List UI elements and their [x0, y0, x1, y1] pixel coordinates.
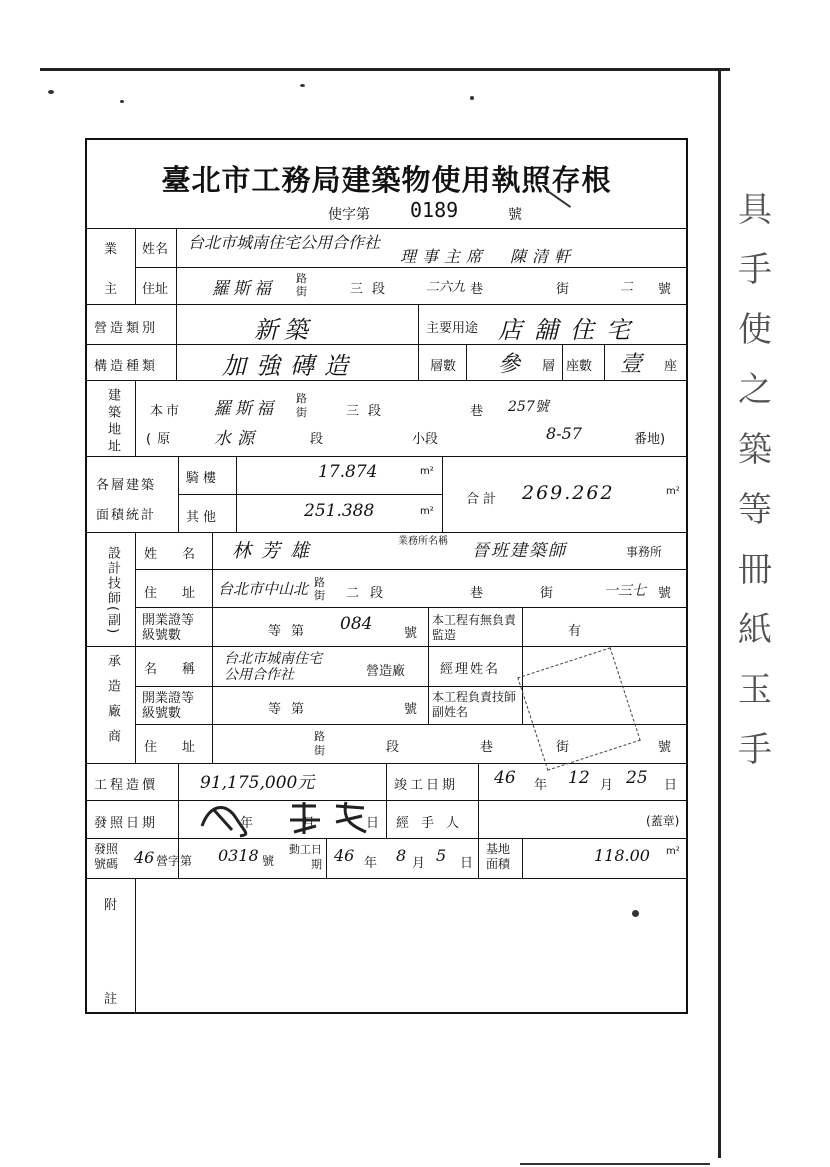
col-line [386, 763, 387, 800]
completion-month: 12 [568, 768, 590, 788]
col-line [236, 456, 237, 532]
ref-suffix: 號 [508, 207, 522, 223]
site-lot-label: 番地) [634, 432, 666, 447]
designer-alley-label: 街 [540, 586, 554, 601]
page-edge-top [40, 68, 730, 75]
area-other-value: 251.388 [304, 501, 375, 521]
construction-blocks-value: 壹 [620, 352, 643, 377]
ref-number: 0189 [410, 198, 459, 222]
contractor-license-grade-label: 等第 [268, 702, 315, 717]
owner-road-label: 路 [296, 272, 307, 285]
cost-label: 工程造價 [94, 778, 159, 793]
area-arcade-value: 17.874 [318, 462, 378, 482]
site-label: 建築地址 [105, 388, 120, 456]
cost-value: 91,175,000元 [200, 773, 315, 793]
construction-blocks-unit: 座 [664, 359, 678, 374]
owner-address-label: 住址 [142, 282, 169, 297]
permit-base-unit: m² [666, 846, 680, 857]
scan-speck [470, 96, 474, 100]
owner-section-num: 三 [350, 282, 364, 297]
permit-start-label: 動工日期 [289, 843, 322, 871]
site-subdist-label: 小段 [412, 432, 439, 447]
site-road-label: 路 [296, 392, 307, 405]
designer-no-label: 號 [658, 586, 672, 601]
site-street-label: 街 [296, 406, 307, 419]
completion-year: 46 [494, 768, 516, 788]
completion-year-label: 年 [534, 778, 548, 793]
owner-street-label: 街 [296, 285, 307, 298]
designer-supervise-value: 有 [568, 624, 582, 639]
designer-lane-label: 巷 [470, 586, 484, 601]
owner-no-num: 二 [620, 280, 634, 295]
completion-month-label: 月 [600, 778, 614, 793]
issue-year-label: 年 [240, 816, 254, 831]
row-line [87, 800, 687, 801]
col-line [135, 228, 136, 304]
scan-speck [48, 90, 54, 94]
form-title: 臺北市工務局建築物使用執照存根 [161, 163, 612, 197]
owner-name-line1: 台北市城南住宅公用合作社 [188, 233, 381, 252]
remarks-label-bottom: 註 [104, 992, 118, 1007]
row-line [135, 267, 687, 268]
area-total-value: 269.262 [522, 482, 615, 504]
owner-address-road: 羅斯福 [212, 279, 275, 299]
col-line [176, 304, 177, 380]
site-lane-label: 巷 [470, 404, 484, 419]
construction-type-label: 營造類別 [94, 321, 159, 336]
col-line [135, 878, 136, 1012]
construction-floors-label: 層數 [430, 359, 457, 374]
col-line [466, 344, 467, 380]
contractor-address-label: 住 址 [144, 740, 202, 755]
designer-license-suffix: 號 [404, 626, 418, 641]
col-line [522, 607, 523, 646]
issue-seal-stamp [196, 796, 376, 840]
permit-mid-label: 營字第 [156, 854, 193, 868]
completion-day-label: 日 [664, 778, 678, 793]
contractor-tech-label: 本工程負責技師副姓名 [432, 690, 517, 719]
designer-office-label: 業務所名稱 [398, 536, 448, 547]
permit-start-year-label: 年 [364, 856, 378, 871]
scan-speck [520, 1163, 710, 1165]
designer-address-value: 台北市中山北 [218, 580, 309, 598]
permit-base-value: 118.00 [594, 846, 650, 865]
row-line [87, 532, 687, 533]
site-dist-value: 水源 [214, 429, 260, 449]
scan-speck [120, 100, 124, 103]
seal-label: (蓋章) [646, 814, 680, 828]
page-edge-right [718, 68, 721, 1158]
construction-use-value: 店舖住宅 [498, 316, 642, 344]
col-line [428, 607, 429, 646]
contractor-name-line1: 台北市城南住宅 [224, 651, 322, 667]
designer-office-value: 晉班建築師 [472, 541, 567, 561]
col-line [326, 838, 327, 878]
col-line [478, 763, 479, 800]
row-line-area-mid [178, 494, 442, 495]
contractor-name-label: 名 稱 [144, 662, 202, 677]
site-dist-label: 段 [310, 432, 324, 447]
designer-name-value: 林芳雄 [232, 540, 320, 562]
contractor-no-label: 號 [658, 740, 672, 755]
designer-license-label: 開業證等級號數 [142, 613, 195, 643]
designer-road-label: 路 [314, 576, 325, 589]
permit-number: 0318 [218, 846, 259, 865]
contractor-road-label: 路 [314, 730, 325, 743]
row-line [87, 456, 687, 457]
permit-start-month-label: 月 [412, 856, 426, 871]
construction-struct-label: 構造種類 [94, 359, 159, 374]
permit-start-day: 5 [436, 846, 447, 865]
col-line [386, 800, 387, 838]
site-dist-prefix: (原 [146, 432, 177, 447]
construction-struct-value: 加強磚造 [222, 352, 358, 380]
col-line [522, 838, 523, 878]
site-road: 羅斯福 [214, 399, 277, 419]
col-line [478, 838, 479, 878]
construction-floors-unit: 層 [542, 359, 556, 374]
construction-type-value: 新築 [254, 316, 314, 344]
site-section-label: 段 [368, 404, 382, 419]
construction-use-label: 主要用途 [426, 321, 479, 336]
contractor-alley-label: 街 [556, 740, 570, 755]
area-label-line1: 各層建築 [96, 478, 157, 493]
contractor-license-label: 開業證等級號數 [142, 691, 195, 721]
col-line [212, 532, 213, 763]
permit-label: 發照號碼 [94, 842, 119, 871]
construction-floors-value: 參 [498, 352, 521, 377]
site-lane-value: 257號 [508, 399, 549, 415]
row-line [135, 569, 687, 570]
row-line [87, 646, 687, 647]
contractor-license-suffix: 號 [404, 702, 418, 717]
completion-day: 25 [626, 768, 648, 788]
designer-license-value: 084 [340, 614, 373, 634]
site-section-num: 三 [346, 404, 360, 419]
row-line [87, 763, 687, 764]
issue-day-label: 日 [366, 816, 380, 831]
scan-speck [300, 84, 305, 87]
owner-alley-label: 街 [556, 282, 570, 297]
ref-prefix: 使字第 [328, 207, 370, 223]
owner-lane-label: 巷 [470, 282, 484, 297]
issue-label: 發照日期 [94, 816, 159, 831]
handler-label: 經手人 [396, 816, 472, 831]
row-line [87, 228, 687, 229]
col-line [442, 456, 443, 532]
col-line [178, 456, 179, 532]
completion-label: 竣工日期 [394, 778, 459, 793]
designer-license-grade-label: 等第 [268, 624, 315, 639]
col-line [176, 228, 177, 304]
owner-no-label: 號 [658, 282, 672, 297]
row-line [135, 607, 687, 608]
area-arcade-label: 騎樓 [186, 471, 221, 486]
designer-supervise-label: 本工程有無負責監造 [432, 613, 517, 642]
contractor-name-suffix: 營造廠 [366, 664, 406, 679]
row-line [87, 380, 687, 381]
row-line [87, 838, 687, 839]
owner-group-label-bottom: 主 [104, 282, 118, 297]
col-line [418, 304, 419, 380]
contractor-street-label: 街 [314, 744, 325, 757]
designer-address-label: 住 址 [144, 586, 202, 601]
col-line [604, 344, 605, 380]
row-line [87, 304, 687, 305]
designer-section-num: 二 [346, 586, 360, 601]
permit-start-year: 46 [334, 846, 355, 865]
col-line [135, 380, 136, 456]
area-other-label: 其他 [186, 510, 221, 525]
owner-section-label: 段 [372, 282, 386, 297]
area-other-unit: m² [420, 506, 434, 517]
col-line [562, 344, 563, 380]
contractor-group-label: 承造廠商 [105, 654, 120, 754]
designer-office-suffix: 事務所 [626, 545, 663, 559]
permit-prefix: 46 [134, 848, 155, 867]
area-total-unit: m² [666, 486, 680, 497]
permit-number-suffix: 號 [262, 854, 275, 868]
contractor-lane-label: 巷 [480, 740, 494, 755]
designer-section-label: 段 [370, 586, 384, 601]
contractor-name-line2: 公用合作社 [224, 667, 294, 683]
issue-month-label: 月 [302, 816, 316, 831]
designer-street-label: 街 [314, 589, 325, 602]
site-lot-value: 8-57 [546, 424, 582, 443]
area-total-label: 合計 [466, 492, 501, 507]
designer-no-value: 一三七 [604, 583, 646, 599]
designer-name-label: 姓 名 [144, 547, 202, 562]
site-city: 本市 [150, 404, 183, 419]
owner-lane-num: 二六九 [426, 280, 466, 295]
col-line [135, 532, 136, 763]
owner-name-label: 姓名 [142, 242, 169, 257]
col-line [478, 800, 479, 838]
contractor-section-label: 段 [386, 740, 400, 755]
permit-start-month: 8 [396, 846, 407, 865]
owner-name-line2: 理事主席 陳清軒 [400, 247, 577, 266]
remarks-label-top: 附 [104, 898, 118, 913]
permit-base-label: 基地面積 [486, 842, 511, 871]
row-line [87, 878, 687, 879]
permit-start-day-label: 日 [460, 856, 474, 871]
bleed-through-text: 具 手 使 之 築 等 冊 紙 玉 手 [738, 190, 772, 770]
designer-group-label: 設計技師(副) [105, 546, 120, 636]
contractor-manager-label: 經理姓名 [440, 662, 501, 677]
owner-group-label-top: 業 [104, 242, 118, 257]
col-line [428, 646, 429, 724]
construction-blocks-label: 座數 [566, 359, 593, 374]
area-arcade-unit: m² [420, 466, 434, 477]
area-label-line2: 面積統計 [96, 508, 157, 523]
